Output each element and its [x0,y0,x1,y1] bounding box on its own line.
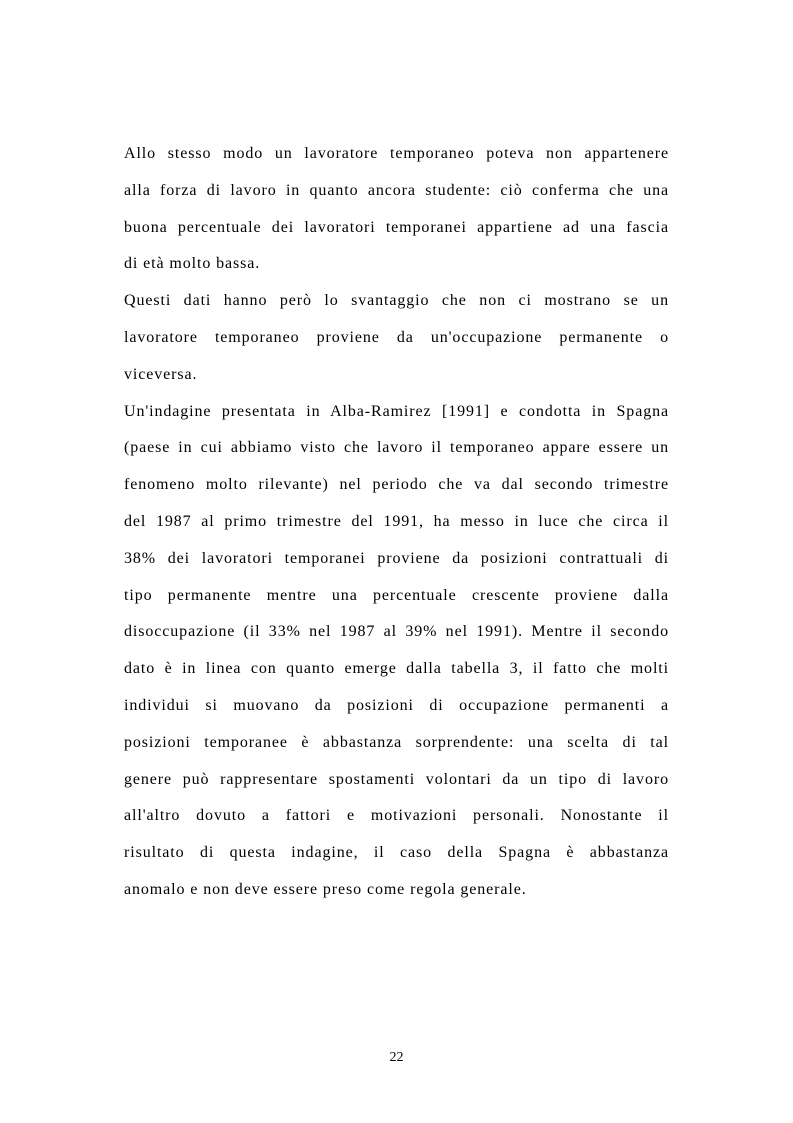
text-line: 38% dei lavoratori temporanei proviene da posizioni contrattuali di [124,549,669,567]
text-line: Questi dati hanno però lo svantaggio che non ci mostrano se un [124,292,669,310]
text-line: (paese in cui abbiamo visto che lavoro il temporaneo appare essere un [124,439,669,457]
text-line: anomalo e non deve essere preso come regola generale. [124,880,527,898]
text-line: tipo permanente mentre una percentuale crescente proviene dalla [124,586,669,604]
text-line: viceversa. [124,365,198,383]
text-line: risultato di questa indagine, il caso della Spagna è abbastanza [124,844,669,862]
text-line: Allo stesso modo un lavoratore temporaneo poteva non appartenere [124,145,669,162]
text-line: dato è in linea con quanto emerge dalla tabella 3, il fatto che molti [124,660,669,678]
text-line: alla forza di lavoro in quanto ancora studente: ciò conferma che una [124,181,669,199]
text-line: genere può rappresentare spostamenti volontari da un tipo di lavoro [124,770,669,788]
text-line: buona percentuale dei lavoratori temporanei appartiene ad una fascia [124,218,669,236]
text-line: lavoratore temporaneo proviene da un'occupazione permanente o [124,328,669,346]
page-number: 22 [389,1050,404,1065]
text-line: del 1987 al primo trimestre del 1991, ha messo in luce che circa il [124,512,669,530]
text-line: di età molto bassa. [124,255,261,273]
text-line: posizioni temporanee è abbastanza sorprendente: una scelta di tal [124,733,669,751]
body-text [124,142,669,915]
text-line: fenomeno molto rilevante) nel periodo che va dal secondo trimestre [124,476,669,494]
text-line: all'altro dovuto a fattori e motivazioni personali. Nonostante il [124,807,669,825]
text-line: disoccupazione (il 33% nel 1987 al 39% nel 1991). Mentre il secondo [124,623,669,641]
text-line: Un'indagine presentata in Alba-Ramirez [1991] e condotta in Spagna [124,402,669,420]
text-line: individui si muovano da posizioni di occupazione permanenti a [124,696,669,714]
